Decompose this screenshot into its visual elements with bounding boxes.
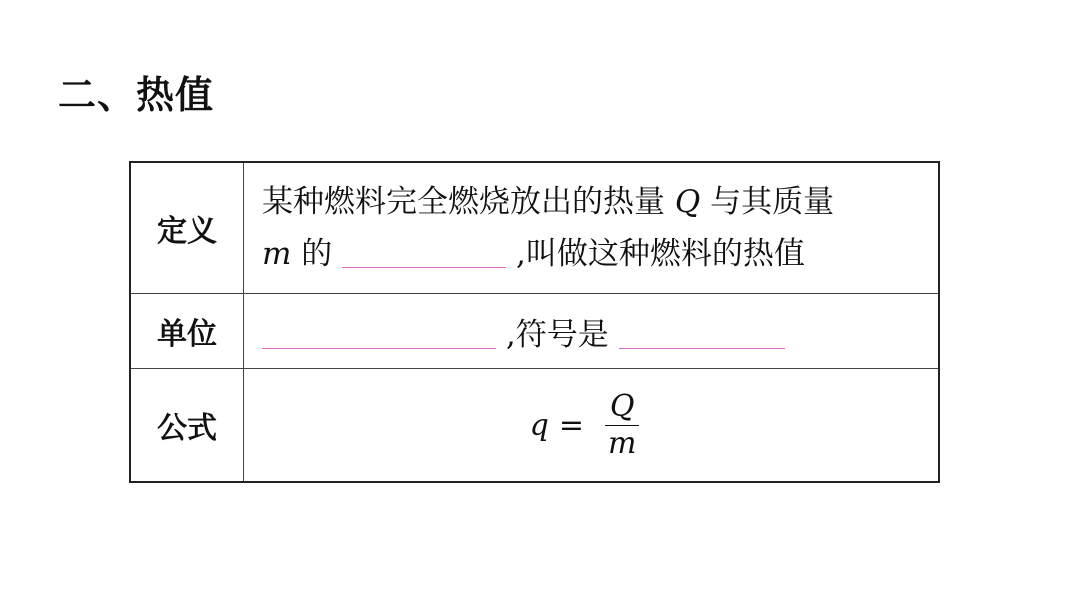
heat-value-table [129, 161, 940, 483]
unit-symbol-blank[interactable] [619, 322, 785, 349]
row-label-unit: 单位 [130, 294, 244, 369]
formula-cell [244, 369, 940, 483]
definition-cell [244, 162, 940, 294]
fraction-denominator: m [607, 425, 637, 461]
fraction-numerator: Q [609, 388, 635, 424]
heat-value-formula [244, 388, 928, 461]
definition-text-3: 的 [301, 236, 333, 272]
unit-name-blank[interactable] [262, 322, 496, 349]
variable-q: Q [674, 184, 701, 220]
table-row-definition [130, 162, 939, 294]
table-row-unit [130, 294, 939, 369]
variable-m: m [262, 236, 292, 272]
definition-text-2: 与其质量 [710, 184, 835, 220]
table-row-formula [130, 369, 939, 483]
definition-text-4: ,叫做这种燃料的热值 [515, 236, 805, 272]
definition-line-2 [262, 228, 928, 280]
section-title: 二、热值 [58, 73, 215, 117]
definition-blank[interactable] [342, 241, 506, 268]
unit-cell [244, 294, 940, 369]
formula-fraction [602, 388, 642, 461]
row-label-formula: 公式 [130, 369, 244, 483]
formula-lhs: q [529, 407, 549, 443]
unit-mid-text: ,符号是 [505, 316, 609, 353]
definition-line-1 [262, 176, 928, 228]
row-label-definition: 定义 [130, 162, 244, 294]
formula-equals: = [558, 407, 584, 443]
definition-text-1: 某种燃料完全燃烧放出的热量 [262, 184, 665, 220]
